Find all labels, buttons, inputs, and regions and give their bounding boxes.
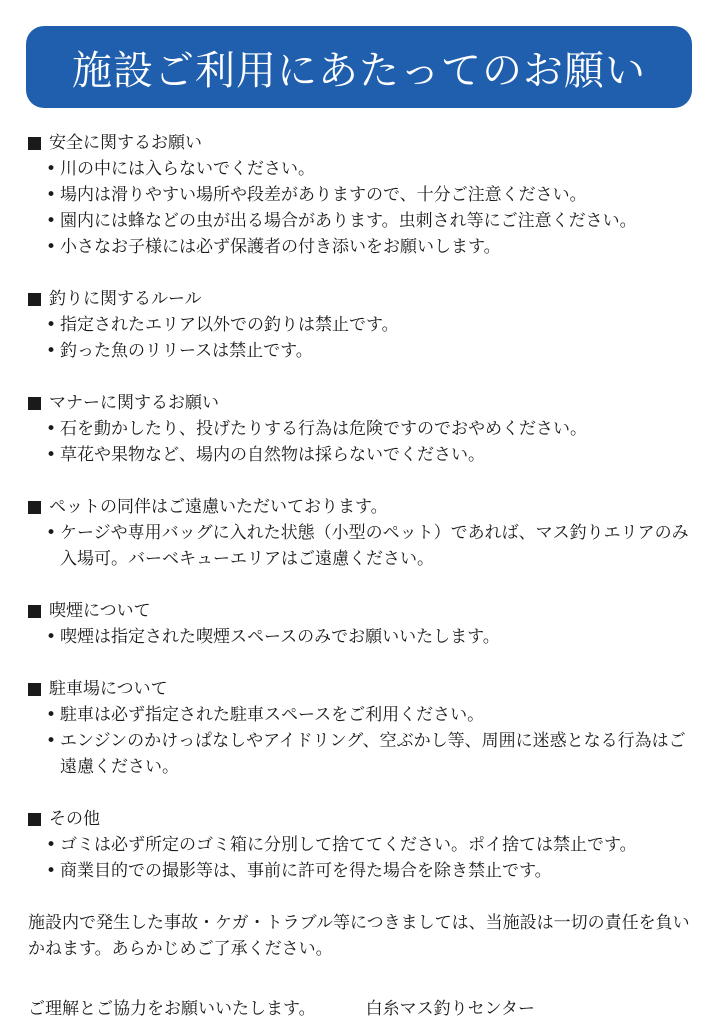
section-heading-text: マナーに関するお願い	[49, 393, 219, 413]
section-items	[28, 312, 696, 364]
bullet-icon: •	[46, 185, 57, 205]
bullet-icon: •	[46, 159, 57, 179]
list-item-text: 場内は滑りやすい場所や段差がありますので、十分ご注意ください。	[60, 185, 587, 205]
section-heading	[28, 286, 696, 312]
square-bullet-icon	[28, 813, 41, 826]
bullet-icon: •	[46, 731, 57, 751]
list-item-text: 釣った魚のリリースは禁止です。	[60, 341, 313, 361]
list-item-text: 小さなお子様には必ず保護者の付き添いをお願いします。	[60, 237, 501, 257]
section-items	[28, 702, 696, 780]
section-heading-text: 駐車場について	[49, 679, 168, 699]
list-item-text: ケージや専用バッグに入れた状態（小型のペット）であれば、マス釣りエリアのみ入場可。バーベキューエリアはご遠慮ください。	[60, 523, 689, 569]
list-item-text: 石を動かしたり、投げたりする行為は危険ですのでおやめください。	[60, 419, 587, 439]
notice-content	[28, 130, 696, 1022]
list-item	[46, 156, 696, 182]
bullet-icon: •	[46, 523, 57, 543]
list-item	[46, 520, 696, 572]
disclaimer-text: 施設内で発生した事故・ケガ・トラブル等につきましては、当施設は一切の責任を負いかねます。あらかじめご了承ください。	[28, 913, 690, 959]
title-banner	[26, 26, 692, 108]
list-item	[46, 832, 696, 858]
section-heading	[28, 390, 696, 416]
bullet-icon: •	[46, 211, 57, 231]
list-item	[46, 416, 696, 442]
section	[28, 676, 696, 780]
section-heading	[28, 130, 696, 156]
list-item-text: 川の中には入らないでください。	[60, 159, 315, 179]
section-items	[28, 832, 696, 884]
list-item	[46, 338, 696, 364]
section-heading-text: 喫煙について	[49, 601, 151, 621]
list-item-text: 草花や果物など、場内の自然物は採らないでください。	[60, 445, 485, 465]
organization-name: 白糸マス釣りセンター	[365, 999, 535, 1019]
square-bullet-icon	[28, 501, 41, 514]
list-item-text: エンジンのかけっぱなしやアイドリング、空ぶかし等、周囲に迷惑となる行為はご遠慮ください。	[60, 731, 686, 777]
section	[28, 390, 696, 468]
section-heading-text: 釣りに関するルール	[49, 289, 202, 309]
square-bullet-icon	[28, 683, 41, 696]
bullet-icon: •	[46, 445, 57, 465]
section-heading	[28, 494, 696, 520]
bullet-icon: •	[46, 627, 57, 647]
section-heading	[28, 598, 696, 624]
closing-line	[28, 996, 696, 1022]
list-item	[46, 728, 696, 780]
square-bullet-icon	[28, 605, 41, 618]
bullet-icon: •	[46, 705, 57, 725]
sections-container	[28, 130, 696, 884]
bullet-icon: •	[46, 861, 57, 881]
section	[28, 130, 696, 260]
list-item-text: 商業目的での撮影等は、事前に許可を得た場合を除き禁止です。	[60, 861, 552, 881]
section	[28, 494, 696, 572]
section	[28, 598, 696, 650]
list-item	[46, 858, 696, 884]
section-heading	[28, 806, 696, 832]
section-items	[28, 416, 696, 468]
bullet-icon: •	[46, 419, 57, 439]
list-item-text: ゴミは必ず所定のゴミ箱に分別して捨ててください。ポイ捨ては禁止です。	[60, 835, 637, 855]
section-items	[28, 520, 696, 572]
list-item	[46, 208, 696, 234]
list-item	[46, 702, 696, 728]
section-items	[28, 156, 696, 260]
section	[28, 806, 696, 884]
list-item	[46, 312, 696, 338]
bullet-icon: •	[46, 835, 57, 855]
list-item-text: 喫煙は指定された喫煙スペースのみでお願いいたします。	[60, 627, 500, 647]
section-heading	[28, 676, 696, 702]
section-items	[28, 624, 696, 650]
list-item-text: 指定されたエリア以外での釣りは禁止です。	[60, 315, 399, 335]
list-item	[46, 624, 696, 650]
list-item-text: 園内には蜂などの虫が出る場合があります。虫刺され等にご注意ください。	[60, 211, 637, 231]
section-heading-text: その他	[49, 809, 100, 829]
page-title: 施設ご利用にあたってのお願い	[72, 47, 646, 94]
square-bullet-icon	[28, 137, 41, 150]
bullet-icon: •	[46, 315, 57, 335]
list-item	[46, 442, 696, 468]
list-item-text: 駐車は必ず指定された駐車スペースをご利用ください。	[60, 705, 485, 725]
square-bullet-icon	[28, 293, 41, 306]
square-bullet-icon	[28, 397, 41, 410]
list-item	[46, 182, 696, 208]
closing-message: ご理解とご協力をお願いいたします。	[28, 999, 316, 1019]
list-item	[46, 234, 696, 260]
bullet-icon: •	[46, 237, 57, 257]
bullet-icon: •	[46, 341, 57, 361]
section	[28, 286, 696, 364]
section-heading-text: ペットの同伴はご遠慮いただいております。	[49, 497, 388, 517]
section-heading-text: 安全に関するお願い	[49, 133, 202, 153]
